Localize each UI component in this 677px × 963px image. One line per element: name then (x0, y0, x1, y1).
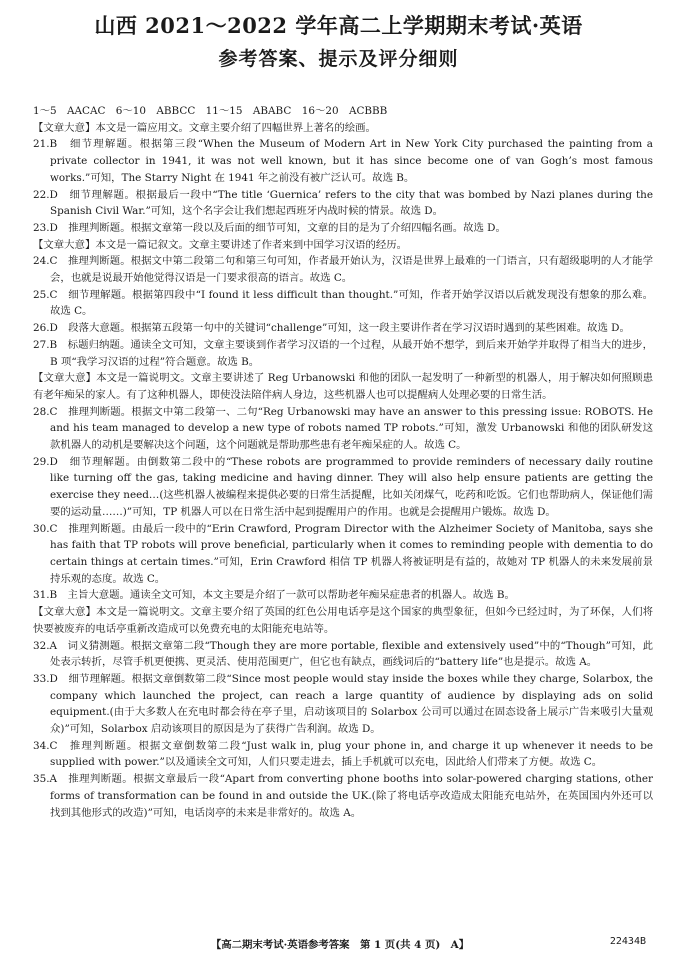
answer-explanation: 30.C 推理判断题。由最后一段中的“Erin Crawford, Program Director with the Alzheimer Society of Manitoba, says she has faith that TP robots will prove beneficial, particularly when it comes to reminding people with dementia to do certain things at certain times.”可知，Erin Crawford 相信 TP 机器人将被证明是有益的，故她对 TP 机器人的未来发展前景持乐观的态度。故选 C。 (33, 522, 653, 585)
answer-explanation: 22.D 细节理解题。根据最后一段中“The title ‘Guernica’ refers to the city that was bombed by Nazi planes during the Spanish Civil War.”可知，这个名字会让我们想起西班牙内战时候的情景。故选 D。 (33, 188, 653, 218)
answer-key-line: 1～5 AACAC 6～10 ABBCC 11～15 ABABC 16～20 ACBBB (33, 105, 388, 117)
answer-explanation: 35.A 推理判断题。根据文章最后一段“Apart from converting phone booths into solar-powered charging stations, other forms of transformation can be found in and outside the UK.(除了将电话亭改造成太阳能充电站外，在英国国内外还可以找到其他形式的改造)”可知，电话岗亭的未来是非常好的。故选 A。 (33, 773, 653, 819)
answer-explanation: 25.C 细节理解题。根据第四段中“I found it less difficult than thought.”可知，作者开始学汉语以后就发现没有想象的那么难。故选 C。 (33, 288, 653, 318)
page-title: 山西 2021～2022 学年高二上学期期末考试·英语 (94, 13, 583, 38)
passage-summary: 【文章大意】本文是一篇记叙文。文章主要讲述了作者来到中国学习汉语的经历。 (33, 238, 408, 251)
answer-explanation: 32.A 词义猜测题。根据文章第二段“Though they are more portable, flexible and extensively used”中的“Though”可知，此处表示转折，尽管手机更便携、更灵活、使用范围更广，但它也有缺点，画线词后的“battery life”也是提示。故选 A。 (33, 639, 653, 669)
footer-code: 22434B (609, 936, 646, 947)
answer-explanation: 33.D 细节理解题。根据文章倒数第二段“Since most people would stay inside the boxes while they charge, Solarbox, the company which launched the project, can reach a large quantity of audience by displaying ads on solid equipment.(由于大多数人在充电时都会待在亭子里，启动该项目的 Solarbox 公司可以通过在固态设备上展示广告来吸引大量观众)”可知，Solarbox 启动该项目的原因是为了获得广告利润。故选 D。 (33, 672, 653, 736)
answer-explanation: 23.D 推理判断题。根据文章第一段以及后面的细节可知，文章的目的是为了介绍四幅名画。故选 D。 (33, 221, 506, 234)
answer-explanation: 24.C 推理判断题。根据文中第二段第二句和第三句可知，作者最开始认为，汉语是世界上最难的一门语言，只有超级聪明的人才能学会，也就是说最开始他觉得汉语是一门要求很高的语言。故选 C。 (33, 255, 653, 285)
page-subtitle: 参考答案、提示及评分细则 (218, 48, 459, 70)
answer-explanation: 26.D 段落大意题。根据第五段第一句中的关键词“challenge”可知，这一段主要讲作者在学习汉语时遇到的某些困难。故选 D。 (33, 322, 630, 335)
passage-summary: 【文章大意】本文是一篇说明文。文章主要介绍了英国的红色公用电话亭是这个国家的典型象征，但如今已经过时，为了环保，人们将快要被废弃的电话亭重新改造成可以免费充电的太阳能充电站等。 (33, 606, 653, 635)
answer-explanation: 27.B 标题归纳题。通读全文可知，文章主要谈到作者学习汉语的一个过程，从最开始不想学，到后来开始学并取得了相当大的进步，B 项“我学习汉语的过程”符合题意。故选 B。 (33, 338, 653, 368)
answer-explanation: 34.C 推理判断题。根据文章倒数第二段“Just walk in, plug your phone in, and charge it up whenever it needs to be supplied with power.”以及通读全文可知，人们只要走进去，插上手机就可以充电，因此给人们带来了方便。故选 C。 (33, 739, 653, 769)
answer-body (33, 103, 653, 821)
explanation-list (33, 120, 653, 822)
answer-explanation: 29.D 细节理解题。由倒数第二段中的“These robots are programmed to provide reminders of necessary daily routine like turning off the gas, taking medicine and having dinner. They will also help ensure patients are getting the exercise they need…(这些机器人被编程来提供必要的日常生活提醒，比如关闭煤气，吃药和吃饭。它们也帮助病人，保证他们需要的运动量……)”可知，TP 机器人可以在日常生活中起到提醒用户的作用。也就是会提醒用户锻炼。故选 D。 (33, 455, 653, 518)
footer-page-label: 【高二期末考试·英语参考答案 第 1 页(共 4 页) A】 (210, 939, 470, 951)
answer-explanation: 21.B 细节理解题。根据第三段“When the Museum of Modern Art in New York City purchased the painting from a private collector in 1941, it was not well known, but it has since become one of van Gogh’s most famous works.”可知，The Starry Night 在 1941 年之前没有被广泛认可。故选 B。 (33, 138, 653, 184)
page-footer (0, 936, 677, 952)
answer-explanation: 31.B 主旨大意题。通读全文可知，本文主要是介绍了一款可以帮助老年痴呆症患者的机器人。故选 B。 (33, 589, 515, 602)
passage-summary: 【文章大意】本文是一篇应用文。文章主要介绍了四幅世界上著名的绘画。 (33, 121, 376, 134)
answer-explanation: 28.C 推理判断题。根据文中第二段第一、二句“Reg Urbanowski may have an answer to this pressing issue: ROBOTS. He and his team managed to develop a new type of robots named TP robots.”可知，激发 Urbanowski 和他的团队研发这款机器人的动机是要解决这个问题，这个问题就是帮助那些患有老年痴呆症的人。故选 C。 (33, 405, 653, 452)
passage-summary: 【文章大意】本文是一篇说明文。文章主要讲述了 Reg Urbanowski 和他的团队一起发明了一种新型的机器人，用于解决如何照顾患有老年痴呆的家人。有了这种机器人，即使没法陪伴病人身边，这些机器人也可以提醒病人处理必要的日常生活。 (33, 372, 653, 401)
